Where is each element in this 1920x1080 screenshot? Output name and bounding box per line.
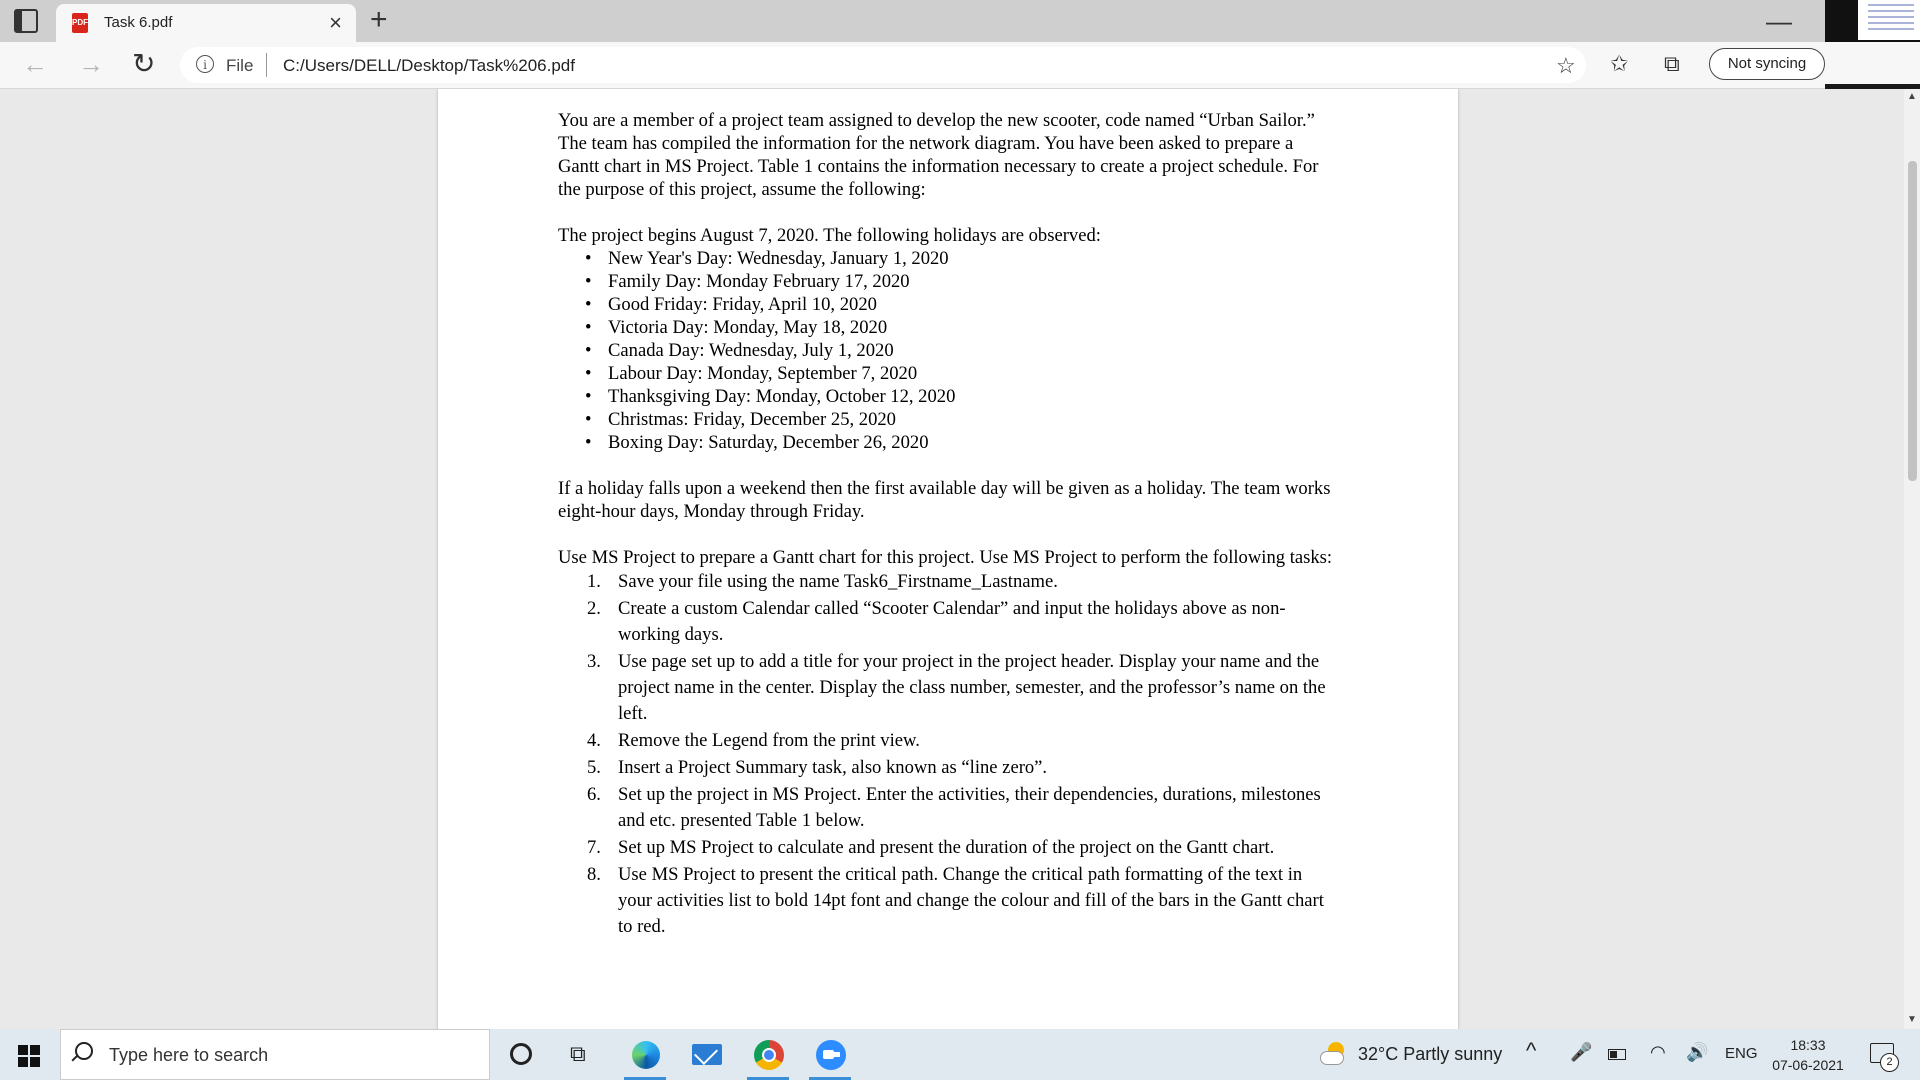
task-number: 6.	[587, 784, 601, 805]
mail-taskbar-app[interactable]	[681, 1029, 731, 1080]
task-number: 2.	[587, 598, 601, 619]
cortana-icon[interactable]	[510, 1043, 532, 1065]
new-tab-button[interactable]: +	[370, 3, 388, 36]
zoom-icon	[816, 1040, 846, 1070]
collections-icon[interactable]: ⧉	[1664, 51, 1680, 76]
list-item	[587, 835, 1338, 861]
list-item: • Labour Day: Monday, September 7, 2020	[585, 362, 1338, 385]
windows-taskbar	[0, 1029, 1920, 1080]
task-text: Set up the project in MS Project. Enter the activities, their dependencies, durations, milestones and etc. presented Table 1 below.	[618, 784, 1321, 831]
list-item	[587, 782, 1338, 834]
search-placeholder: Type here to search	[109, 1045, 269, 1065]
list-item	[587, 728, 1338, 754]
task-text: Insert a Project Summary task, also known as “line zero”.	[618, 757, 1048, 778]
pdf-viewer[interactable]	[0, 89, 1904, 1029]
windows-start-icon[interactable]	[18, 1045, 40, 1067]
list-item	[587, 755, 1338, 781]
task-text: Use MS Project to present the critical path. Change the critical path formatting of the text in your activities list to bold 14pt font and change the colour and fill of the bars in the Gantt chart to red.	[618, 864, 1324, 937]
add-favorite-icon[interactable]: ☆	[1556, 53, 1576, 78]
address-bar[interactable]	[180, 47, 1586, 83]
list-item: • Good Friday: Friday, April 10, 2020	[585, 293, 1338, 316]
volume-icon[interactable]: 🔊	[1686, 1042, 1709, 1062]
task-view-icon[interactable]: ⧉	[570, 1041, 586, 1066]
browser-toolbar	[0, 42, 1920, 89]
scroll-up-icon[interactable]: ▲	[1907, 91, 1917, 102]
tab-title: Task 6.pdf	[104, 14, 173, 31]
holidays-intro: The project begins August 7, 2020. The following holidays are observed:	[558, 225, 1101, 246]
edge-icon	[632, 1041, 660, 1069]
refresh-button[interactable]: ↻	[132, 48, 156, 79]
vertical-scrollbar[interactable]	[1904, 89, 1920, 1029]
task-number: 4.	[587, 730, 601, 751]
weather-text[interactable]: 32°C Partly sunny	[1358, 1044, 1503, 1064]
list-item: • Family Day: Monday February 17, 2020	[585, 270, 1338, 293]
chrome-icon	[754, 1040, 784, 1070]
task-number: 7.	[587, 837, 601, 858]
clock-time: 18:33	[1790, 1037, 1826, 1053]
address-separator	[266, 53, 267, 77]
mail-icon	[692, 1044, 722, 1065]
pdf-icon: PDF	[72, 13, 88, 33]
holiday-list	[558, 247, 1338, 454]
close-tab-icon[interactable]: ×	[329, 10, 342, 35]
taskbar-clock[interactable]	[1768, 1035, 1848, 1075]
chrome-taskbar-app[interactable]	[743, 1029, 793, 1080]
list-item	[587, 649, 1338, 727]
list-item: • Victoria Day: Monday, May 18, 2020	[585, 316, 1338, 339]
notification-count-badge: 2	[1880, 1053, 1899, 1072]
task-list	[558, 569, 1338, 940]
weekend-rule-paragraph: If a holiday falls upon a weekend then the first available day will be given as a holiday. The team works eight-hour days, Monday through Friday.	[558, 478, 1331, 522]
tasks-intro: Use MS Project to prepare a Gantt chart for this project. Use MS Project to perform the following tasks:	[558, 547, 1333, 568]
back-button[interactable]: ←	[22, 49, 48, 79]
tab-strip	[0, 0, 1920, 42]
list-item: • Christmas: Friday, December 25, 2020	[585, 408, 1338, 431]
search-icon	[75, 1042, 93, 1060]
task-text: Set up MS Project to calculate and present the duration of the project on the Gantt chart.	[618, 837, 1275, 858]
url-text[interactable]: C:/Users/DELL/Desktop/Task%206.pdf	[283, 56, 575, 75]
pdf-content	[558, 109, 1338, 941]
scroll-down-icon[interactable]: ▼	[1907, 1014, 1917, 1025]
task-number: 1.	[587, 571, 601, 592]
tab-actions-icon[interactable]	[14, 9, 38, 33]
tray-chevron-up-icon[interactable]: ^	[1526, 1038, 1537, 1063]
not-syncing-button[interactable]: Not syncing	[1709, 48, 1825, 80]
task-number: 8.	[587, 864, 601, 885]
list-item	[587, 596, 1338, 648]
favorites-icon[interactable]: ✩	[1610, 51, 1629, 76]
list-item: • Boxing Day: Saturday, December 26, 2020	[585, 431, 1338, 454]
task-text: Save your file using the name Task6_Firstname_Lastname.	[618, 571, 1058, 592]
clock-date: 07-06-2021	[1772, 1057, 1844, 1073]
scrollbar-thumb[interactable]	[1908, 161, 1917, 481]
minimize-button[interactable]: —	[1766, 6, 1792, 36]
edge-taskbar-app[interactable]	[620, 1029, 670, 1080]
intro-paragraph: You are a member of a project team assigned to develop the new scooter, code named “Urban Sailor.” The team has compiled the information for the network diagram. You have been asked to prepare a Gantt chart in MS Project. Table 1 contains the information necessary to create a project schedule. For the purpose of this project, assume the following:	[558, 110, 1319, 200]
weather-icon[interactable]	[1320, 1042, 1344, 1066]
info-icon[interactable]: i	[196, 55, 214, 73]
pdf-page	[438, 89, 1458, 1029]
tab-task6-pdf[interactable]	[56, 4, 356, 42]
battery-icon[interactable]	[1608, 1049, 1626, 1060]
task-number: 3.	[587, 651, 601, 672]
forward-button[interactable]: →	[78, 49, 104, 79]
list-item: • Canada Day: Wednesday, July 1, 2020	[585, 339, 1338, 362]
list-item	[587, 862, 1338, 940]
wifi-icon[interactable]: ◠	[1650, 1042, 1666, 1062]
task-text: Remove the Legend from the print view.	[618, 730, 920, 751]
task-text: Create a custom Calendar called “Scooter Calendar” and input the holidays above as non-working days.	[618, 598, 1286, 645]
file-label: File	[226, 56, 254, 75]
list-item: • Thanksgiving Day: Monday, October 12, 2020	[585, 385, 1338, 408]
thumbnail-page	[1858, 0, 1920, 40]
list-item	[587, 569, 1338, 595]
taskbar-search-input[interactable]	[60, 1029, 490, 1080]
task-text: Use page set up to add a title for your project in the project header. Display your name and the project name in the center. Display the class number, semester, and the professor’s name on the left.	[618, 651, 1326, 724]
microphone-icon[interactable]: 🎤	[1570, 1042, 1593, 1062]
zoom-taskbar-app[interactable]	[805, 1029, 855, 1080]
task-number: 5.	[587, 757, 601, 778]
list-item: • New Year's Day: Wednesday, January 1, 2020	[585, 247, 1338, 270]
language-indicator[interactable]: ENG	[1725, 1045, 1758, 1062]
